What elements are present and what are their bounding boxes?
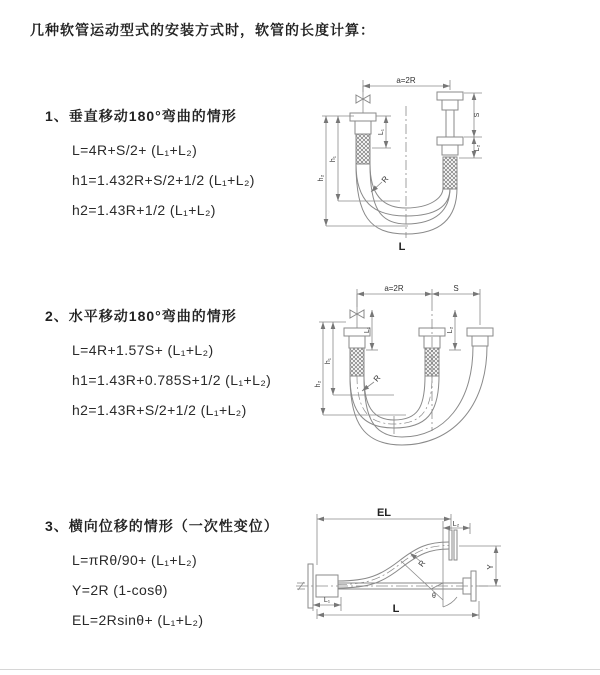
braided-hose-section (350, 348, 364, 376)
section-1-heading: 1、垂直移动180°弯曲的情形 (45, 108, 237, 124)
hose-s-curve (338, 542, 449, 588)
label-h2: h₂ (315, 380, 322, 388)
label-y: Y (486, 564, 495, 570)
label-theta: θ (432, 593, 436, 600)
label-el: EL (376, 507, 392, 519)
braided-hose-section (425, 348, 439, 376)
formula-y: Y=2R (1-cosθ) (72, 582, 168, 598)
page-bottom-rule (0, 669, 600, 670)
formula-el: EL=2Rsinθ+ (L₁+L₂) (72, 612, 204, 628)
hose-u-bend (356, 164, 457, 234)
formula-length: L=πRθ/90+ (L₁+L₂) (72, 552, 198, 568)
label-h1: h₁ (330, 155, 337, 163)
valve-icon (356, 86, 370, 113)
left-pipe-fitting (344, 328, 370, 376)
label-h2: h₂ (318, 174, 325, 182)
label-a2r: a=2R (396, 76, 416, 85)
hose-u-bend (350, 346, 487, 445)
section-2-heading: 2、水平移动180°弯曲的情形 (45, 308, 237, 324)
label-l1: L₁ (364, 326, 371, 334)
label-r: R (371, 373, 383, 384)
section-lateral-displacement (45, 516, 279, 635)
valve-icon (350, 294, 364, 328)
label-r: R (416, 558, 428, 569)
label-l1: L₁ (323, 597, 331, 604)
middle-pipe-fitting (419, 328, 445, 376)
label-s: S (453, 284, 459, 293)
label-h1: h₁ (325, 357, 332, 365)
formula-h2: h2=1.43R+S/2+1/2 (L₁+L₂) (72, 402, 247, 418)
dimension-el (317, 514, 451, 565)
formula-h2: h2=1.43R+1/2 (L₁+L₂) (72, 202, 216, 218)
label-l2: L₂ (447, 326, 454, 334)
braided-hose-section (443, 157, 457, 189)
page-title: 几种软管运动型式的安装方式时，软管的长度计算： (30, 22, 375, 38)
diagram-vertical-180 (298, 66, 598, 266)
angle-theta (401, 561, 457, 607)
label-l2: L₂ (474, 144, 481, 152)
label-l: L (392, 603, 400, 615)
label-l2: L₂ (452, 521, 460, 528)
section-horizontal-180 (45, 306, 271, 425)
left-pipe-fitting (350, 113, 376, 164)
label-l: L (398, 241, 406, 253)
formula-length: L=4R+S/2+ (L₁+L₂) (72, 142, 198, 158)
right-pipe-fitting (437, 92, 463, 189)
label-s: S (474, 112, 481, 118)
section-3-heading: 3、横向位移的情形（一次性变位） (45, 518, 279, 534)
braided-hose-section (356, 134, 370, 164)
formula-h1: h1=1.432R+S/2+1/2 (L₁+L₂) (72, 172, 255, 188)
diagram-horizontal-180 (298, 281, 598, 466)
formula-h1: h1=1.43R+0.785S+1/2 (L₁+L₂) (72, 372, 272, 388)
dimension-s (432, 289, 480, 325)
section-vertical-180 (45, 106, 255, 225)
right-pipe-fitting (467, 328, 493, 346)
label-a2r: a=2R (384, 284, 404, 293)
label-l1: L₁ (378, 128, 385, 136)
label-r: R (379, 174, 391, 185)
upper-flange (449, 530, 457, 560)
formula-length: L=4R+1.57S+ (L₁+L₂) (72, 342, 214, 358)
diagram-lateral-displacement (293, 501, 598, 649)
